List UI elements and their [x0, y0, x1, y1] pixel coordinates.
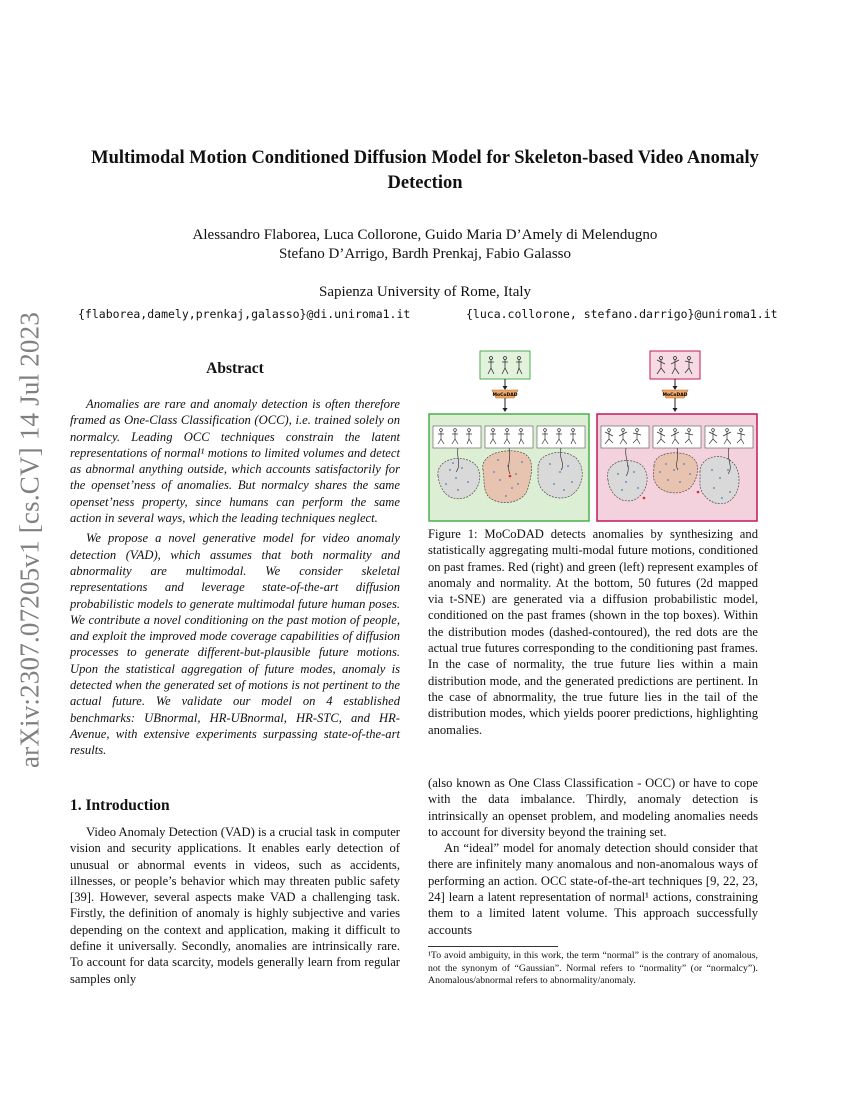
paper-title: Multimodal Motion Conditioned Diffusion Model for Skeleton-based Video Anomaly Detection: [91, 148, 759, 193]
true-future-dot: [509, 475, 512, 478]
body-paragraph: (also known as One Class Classification - OCC) or have to cope with the data imbalance. Thirdly, anomaly detection is intrinsically an openset problem, and modeling anomalies needs to account for diversity beyond the training set.: [428, 776, 758, 839]
arxiv-identifier: [8, 300, 52, 780]
email-address: {luca.collorone, stefano.darrigo}@uniroma1.it: [466, 307, 778, 321]
arxiv-id-text: arXiv:2307.07205v1 [cs.CV] 14 Jul 2023: [14, 311, 45, 769]
intro-paragraph: Video Anomaly Detection (VAD) is a crucial task in computer vision and security applications. It enables early detection of unusual or abnormal events in videos, such as accidents, illnesses, or people’s behavior which may threaten public safety [39]. However, several aspects make VAD a challenging task. Firstly, the definition of anomaly is highly subjective and varies depending on the context and application, making it difficult to define it universally. Secondly, anomalies are intrinsically rare. To account for data scarcity, models generally learn from regular samples only: [70, 825, 400, 986]
true-future-dot: [697, 491, 700, 494]
email-address: {flaborea,damely,prenkaj,galasso}@di.uniroma1.it: [78, 307, 411, 321]
intro-body: [70, 824, 400, 987]
footnote: ¹To avoid ambiguity, in this work, the term “normal” is the contrary of anomalous, not the synonym of “Gaussian”. Normal refers to “normality” (or “normalcy”). Anomalous/abnormal refers to abnormality/anomaly.: [428, 950, 758, 986]
abstract-heading: Abstract: [206, 360, 264, 377]
body-paragraph: An “ideal” model for anomaly detection should consider that there are infinitely many anomalous and non-anomalous ways of performing an action. OCC state-of-the-art techniques [9, 22, 23, 24] learn a latent representation of normal¹ actions, constraining them to a limited latent volume. This approach successfully accounts: [428, 841, 758, 937]
model-label: MoCoDAD: [492, 392, 518, 398]
mode-blob: [700, 457, 739, 504]
abstract-paragraph: Anomalies are rare and anomaly detection is often therefore framed as One-Class Classification (OCC), i.e. trained solely on normalcy. Leading OCC techniques constrain the latent representations of normal¹ motions to limited volumes and detect as abnormal anything outside, which accounts satisfactorily for the openset’ness of anomalies. But normalcy shares the same openset’ness property, since humans can perform the same action in several ways, which the leading techniques neglect.: [70, 397, 400, 526]
figure-1-diagram: [428, 348, 758, 523]
footnote-divider: [428, 946, 558, 947]
model-label: MoCoDAD: [662, 392, 688, 398]
section-heading: 1. Introduction: [70, 797, 170, 814]
abstract-paragraph: We propose a novel generative model for video anomaly detection (VAD), which assumes that both normality and abnormality are multimodal. We consider skeletal representations and leverage state-of-the-art diffusion probabilistic models to generate multimodal future human poses. We contribute a novel conditioning on the past motion of people, and exploit the improved mode coverage capabilities of diffusion processes to generate different-but-plausible future motions. Upon the statistical aggregation of future modes, anomaly is detected when the generated set of motions is not pertinent to the actual future. We validate our model on 4 established benchmarks: UBnormal, HR-UBnormal, HR-STC, and HR-Avenue, with extensive experiments surpassing state-of-the-art results.: [70, 531, 400, 758]
main-mode-blob: [483, 451, 532, 503]
author-line: Alessandro Flaborea, Luca Collorone, Guido Maria D’Amely di Melendugno: [192, 227, 658, 243]
right-column-body: [428, 775, 758, 938]
mode-blob: [538, 452, 582, 498]
figure-caption: Figure 1: MoCoDAD detects anomalies by synthesizing and statistically aggregating multi-modal future motions, conditioned on past frames. Red (right) and green (left) represent examples of anomaly and normality. At the bottom, 50 futures (2d mapped via t-SNE) are generated via a diffusion probabilistic model, conditioned on the past frames (shown in the top boxes). Within the distribution modes (dashed-contoured), the red dots are the actual true futures corresponding to the conditioning past frames. In the case of normality, the true future lies within a main distribution mode, and the generated predictions are pertinent. In the case of abnormality, the true future lies in the tail of the distribution modes, which yields poorer predictions, highlighting anomalies.: [428, 527, 758, 737]
figure-1: [428, 348, 758, 523]
author-line: Stefano D’Arrigo, Bardh Prenkaj, Fabio Galasso: [278, 246, 572, 262]
abstract-body: [70, 396, 400, 763]
true-future-dot: [643, 497, 646, 500]
author-list: [70, 226, 780, 264]
affiliation: Sapienza University of Rome, Italy: [318, 284, 532, 300]
